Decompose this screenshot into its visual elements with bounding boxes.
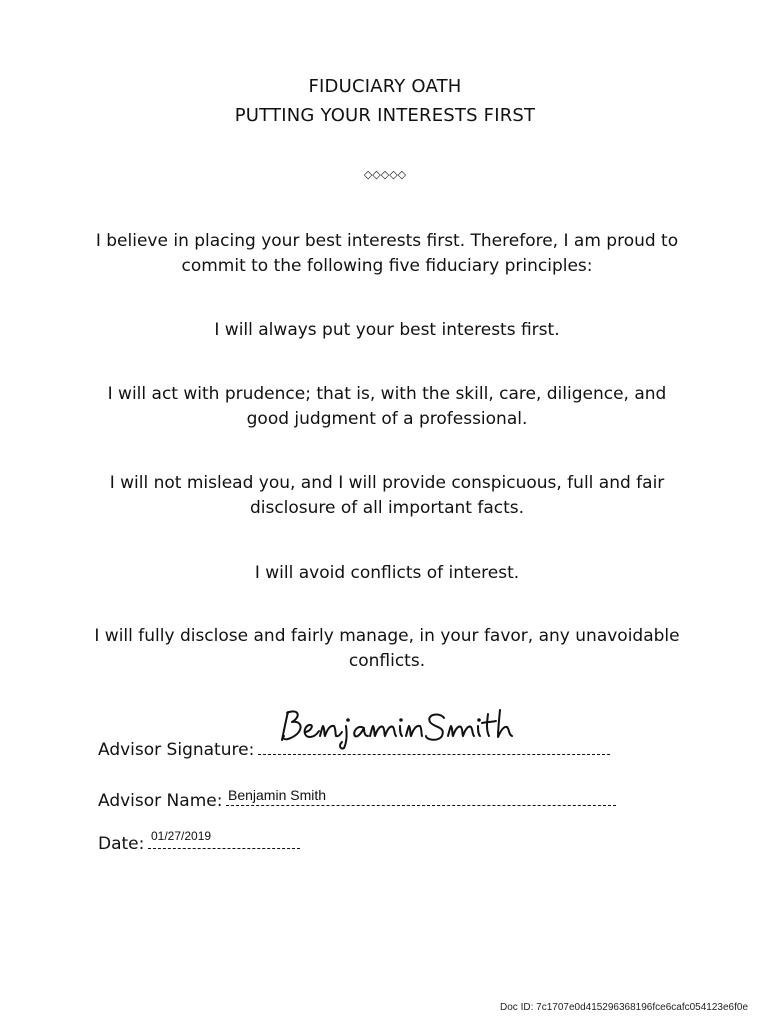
principle-3: I will not mislead you, and I will provide conspicuous, full and fair disclosure of all important facts. <box>109 473 665 518</box>
date-value: 01/27/2019 <box>151 829 212 843</box>
principle-2: I will act with prudence; that is, with the skill, care, diligence, and good judgment of a professional. <box>107 384 667 429</box>
principle-1: I will always put your best interests first. <box>214 320 560 340</box>
signature-label: Advisor Signature: <box>98 740 255 760</box>
document-subtitle: PUTTING YOUR INTERESTS FIRST <box>234 105 536 126</box>
doc-id: Doc ID: 7c1707e0d415296368196fce6cafc054123e6f0e <box>500 1002 748 1013</box>
document-title: FIDUCIARY OATH <box>308 76 462 97</box>
handwritten-signature <box>276 706 526 750</box>
principle-4: I will avoid conflicts of interest. <box>254 563 520 583</box>
advisor-name-field <box>98 790 616 812</box>
diamond-ornament-icon: ◇◇◇◇◇ <box>363 168 407 181</box>
principle-5: I will fully disclose and fairly manage, in your favor, any unavoidable conflicts. <box>94 626 680 671</box>
advisor-name-value: Benjamin Smith <box>228 787 327 803</box>
intro-paragraph: I believe in placing your best interests first. Therefore, I am proud to commit to the following five fiduciary principles: <box>95 231 679 276</box>
advisor-name-label: Advisor Name: <box>98 791 223 811</box>
title-block <box>0 72 770 130</box>
date-label: Date: <box>98 834 145 854</box>
